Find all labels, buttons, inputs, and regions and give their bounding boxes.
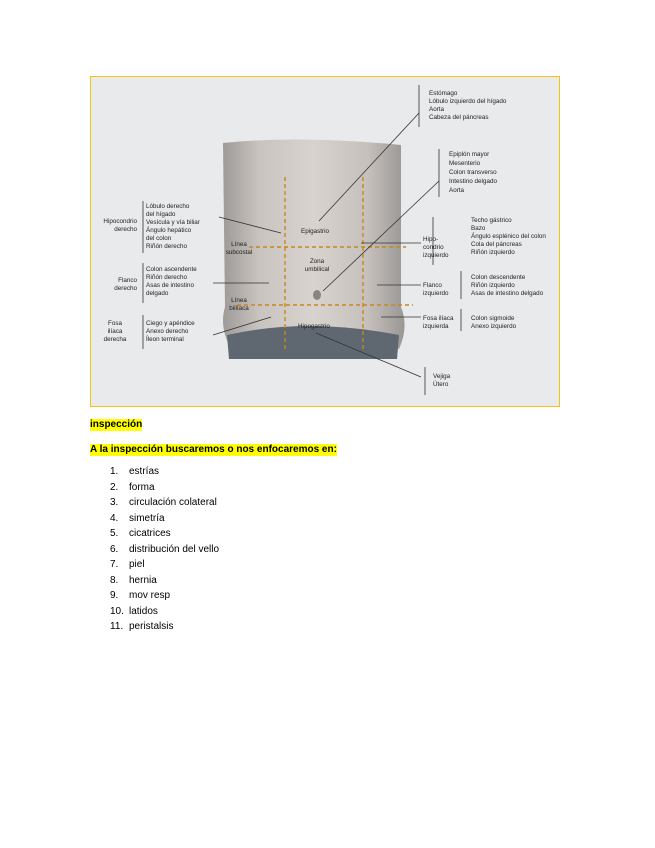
- list-item: 11. peristalsis: [110, 621, 174, 632]
- label-epigastrio: Epigastrio: [301, 228, 330, 235]
- callout-flanco-der-organs: Colon ascendente Riñón derecho Asas de intestino delgado: [146, 266, 197, 297]
- section-subtitle: A la inspección buscaremos o nos enfocaremos en:: [90, 444, 337, 455]
- inspection-list: [110, 466, 219, 637]
- list-item: 6. distribución del vello: [110, 543, 220, 555]
- callout-hipocondrio-izq-organs: Techo gástrico Bazo Ángulo esplénico del colon Cola del páncreas Riñón izquierdo: [471, 217, 546, 256]
- callout-hipocondrio-der-organs: Lóbulo derecho del hígado Vesícula y vía biliar Ángulo hepático del colon Riñón derecho: [146, 203, 200, 250]
- list-item: 3. circulación colateral: [110, 497, 217, 508]
- region-flanco-derecho: Flanco derecho: [114, 277, 137, 292]
- label-linea-biliaca: Línea biilíaca: [229, 297, 249, 312]
- region-hipocondrio-izquierdo: Hipo- condrio izquierdo: [423, 236, 449, 259]
- callout-umbilical-organs: Epiplón mayor Mesenterio Colon transverso Intestino delgado Aorta: [449, 151, 497, 194]
- label-hipogastrio: Hipogastrio: [298, 323, 330, 330]
- list-item: 10. latidos: [110, 605, 158, 617]
- list-item: 5. cicatrices: [110, 528, 171, 539]
- list-item: 2. forma: [110, 481, 155, 493]
- label-zona-umbilical: Zona umbilical: [304, 258, 330, 273]
- list-item: 1. estrías: [110, 466, 160, 477]
- list-item: 8. hernia: [110, 574, 157, 586]
- callout-fosa-der-organs: Ciego y apéndice Anexo derecho Íleon terminal: [146, 320, 195, 343]
- region-flanco-izquierdo: Flanco izquierdo: [423, 282, 449, 297]
- list-item: 4. simetría: [110, 512, 165, 524]
- navel-shape: [313, 290, 321, 300]
- callout-fosa-izq-organs: Colon sigmoide Anexo izquierdo: [471, 315, 517, 330]
- region-hipocondrio-derecho: Hipocondrio derecho: [103, 218, 137, 233]
- region-fosa-izquierda: Fosa ilíaca izquierda: [423, 315, 454, 330]
- callout-flanco-izq-organs: Colon descendente Riñón izquierdo Asas de intestino delgado: [471, 274, 544, 297]
- list-item: 9. mov resp: [110, 590, 171, 601]
- list-item: 7. piel: [110, 559, 145, 570]
- label-linea-subcostal: Línea subcostal: [225, 241, 253, 256]
- abdomen-regions-figure: [90, 76, 560, 407]
- callout-epigastrio-organs: Estómago Lóbulo izquierdo del hígado Aorta Cabeza del páncreas: [429, 90, 507, 121]
- region-fosa-derecha: Fosa ilíaca derecha: [103, 320, 127, 343]
- callout-hipogastrio-organs: Vejiga Útero: [433, 373, 451, 388]
- section-title: inspección: [90, 419, 143, 430]
